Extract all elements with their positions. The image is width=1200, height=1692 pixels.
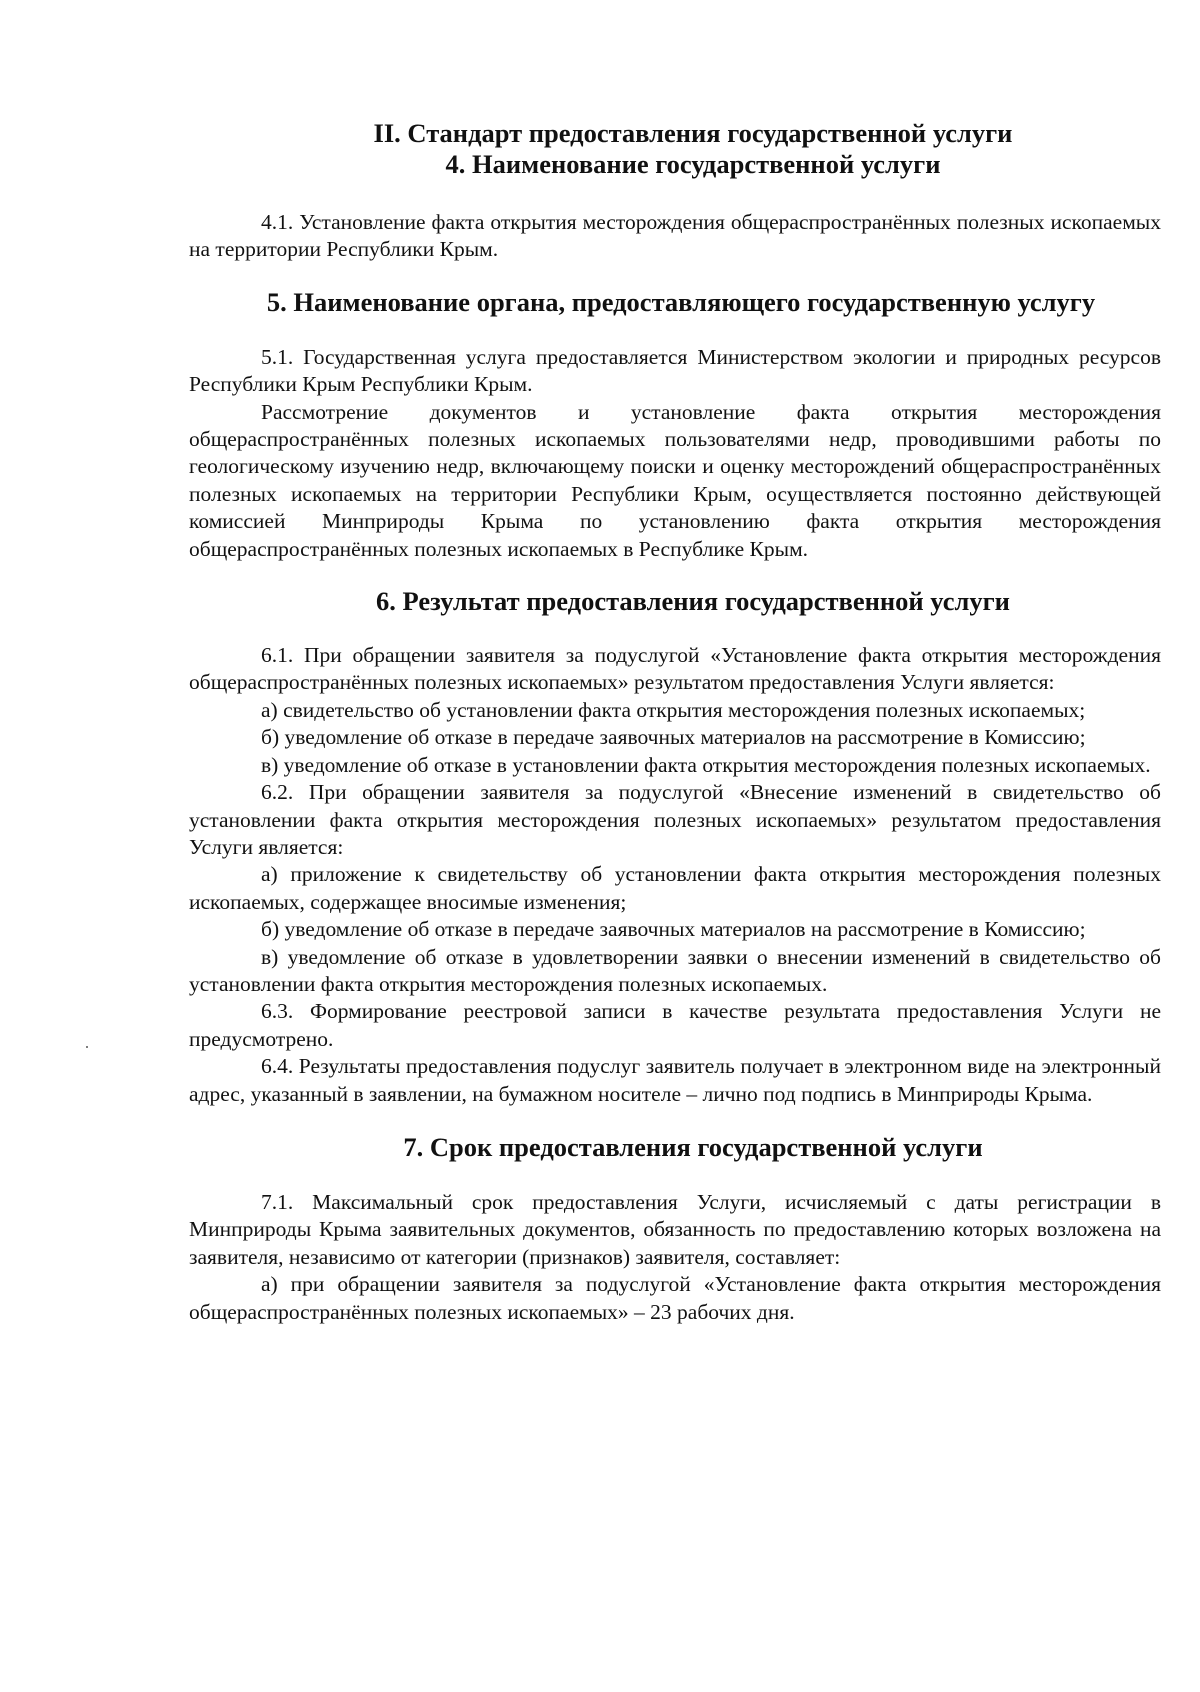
paragraph-5-1: 5.1. Государственная услуга предоставляется Министерством экологии и природных ресурсов Республики Крым Республики Крым. <box>189 344 1161 397</box>
section-4-heading: 4. Наименование государственной услуги <box>445 149 941 179</box>
list-item-6-1-a: а) свидетельство об установлении факта открытия месторождения полезных ископаемых; <box>261 697 1086 722</box>
list-item-6-1-c: в) уведомление об отказе в установлении факта открытия месторождения полезных ископаемых. <box>261 752 1151 777</box>
list-item-6-2-c: в) уведомление об отказе в удовлетворении заявки о внесении изменений в свидетельство об установлении факта открытия месторождения полезных ископаемых. <box>189 944 1161 996</box>
paragraph-7-1: 7.1. Максимальный срок предоставления Услуги, исчисляемый с даты регистрации в Минприроды Крыма заявительных документов, обязанность по предоставлению которых возложена на заявителя, независимо от категории (признаков) заявителя, составляет: <box>189 1189 1161 1269</box>
document-page <box>189 118 1161 1326</box>
list-item-6-2-a: а) приложение к свидетельству об установлении факта открытия месторождения полезных ископаемых, содержащее вносимые изменения; <box>189 862 1161 914</box>
chapter-title: II. Стандарт предоставления государственной услуги <box>373 118 1013 148</box>
paragraph-6-4: 6.4. Результаты предоставления подуслуг заявитель получает в электронном виде на электронный адрес, указанный в заявлении, на бумажном носителе – лично под подпись в Минприроды Крыма. <box>189 1054 1161 1106</box>
section-6-heading: 6. Результат предоставления государственной услуги <box>376 586 1010 617</box>
paragraph-4-1: 4.1. Установление факта открытия месторождения общераспространённых полезных ископаемых на территории Республики Крым. <box>189 210 1161 262</box>
section-title-block <box>225 118 1161 180</box>
paragraph-6-1: 6.1. При обращении заявителя за подуслугой «Установление факта открытия месторождения общераспространённых полезных ископаемых» результатом предоставления Услуги является: <box>189 643 1161 695</box>
paragraph-6-2: 6.2. При обращении заявителя за подуслугой «Внесение изменений в свидетельство об установлении факта открытия месторождения полезных ископаемых» результатом предоставления Услуги является: <box>189 780 1161 859</box>
paragraph-6-3: 6.3. Формирование реестровой записи в качестве результата предоставления Услуги не предусмотрено. <box>189 999 1161 1051</box>
section-5-heading: 5. Наименование органа, предоставляющего государственную услугу <box>266 286 1096 317</box>
paragraph-5-commission: Рассмотрение документов и установление факта открытия месторождения общераспространённых полезных ископаемых пользователями недр, проводившими работы по геологическому изучению недр, включающему поиски и оценку месторождений общераспространённых полезных ископаемых на территории Республики Крым, осуществляется постоянно действующей комиссией Минприроды Крыма по установлению факта открытия месторождения общераспространённых полезных ископаемых в Республике Крым. <box>189 399 1161 561</box>
list-item-7-1-a: а) при обращении заявителя за подуслугой «Установление факта открытия месторождения общераспространённых полезных ископаемых» – 23 рабочих дня. <box>189 1272 1161 1324</box>
list-item-6-1-b: б) уведомление об отказе в передаче заявочных материалов на рассмотрение в Комиссию; <box>261 725 1086 750</box>
scan-speck <box>86 1046 88 1048</box>
list-item-6-2-b: б) уведомление об отказе в передаче заявочных материалов на рассмотрение в Комиссию; <box>261 917 1086 942</box>
section-7-heading: 7. Срок предоставления государственной услуги <box>403 1131 983 1162</box>
